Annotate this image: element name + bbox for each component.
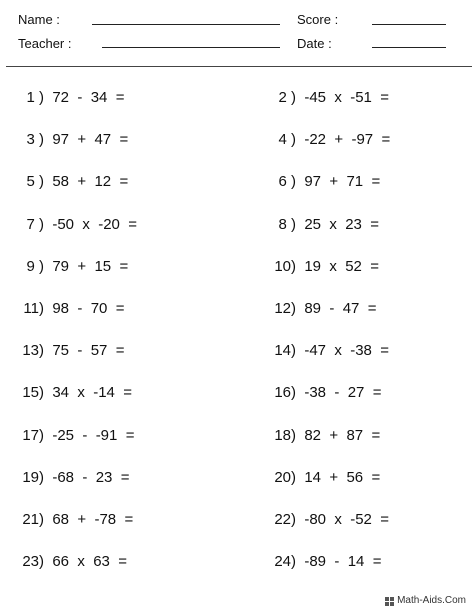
problem-item <box>18 384 132 402</box>
problem-number: 4 ) <box>278 131 296 148</box>
name-line[interactable] <box>92 24 280 25</box>
problem-item <box>18 469 129 487</box>
problem-expression: 79 + 15 = <box>52 258 129 275</box>
math-aids-logo <box>385 595 466 607</box>
problem-number: 18) <box>274 427 296 444</box>
problem-expression: -68 - 23 = <box>52 469 130 486</box>
problem-expression: 19 x 52 = <box>304 258 379 275</box>
problem-item <box>270 469 380 487</box>
problem-number: 6 ) <box>278 173 296 190</box>
problem-expression: 66 x 63 = <box>52 553 127 570</box>
problem-number: 10) <box>274 258 296 275</box>
problem-item <box>270 300 376 318</box>
problem-item <box>18 511 133 529</box>
teacher-label: Teacher : <box>18 36 72 51</box>
problem-number: 11) <box>23 300 44 317</box>
problem-number: 5 ) <box>26 173 44 190</box>
problem-number: 3 ) <box>26 131 44 148</box>
problem-number: 13) <box>22 342 44 359</box>
problem-number: 21) <box>22 511 44 528</box>
problem-item <box>18 553 127 571</box>
problem-item <box>18 342 124 360</box>
problem-number: 23) <box>22 553 44 570</box>
problem-expression: -25 - -91 = <box>52 427 135 444</box>
problem-expression: 97 + 47 = <box>52 131 129 148</box>
problem-expression: -50 x -20 = <box>52 216 137 233</box>
problem-item <box>270 553 381 571</box>
problem-expression: 98 - 70 = <box>52 300 125 317</box>
problem-item <box>270 427 380 445</box>
problem-item <box>18 300 124 318</box>
problem-number: 19) <box>22 469 44 486</box>
logo-text: Math-Aids.Com <box>397 595 466 606</box>
problem-number: 1 ) <box>26 89 44 106</box>
header-divider <box>6 66 472 67</box>
problem-expression: 89 - 47 = <box>304 300 377 317</box>
problem-item <box>270 89 389 107</box>
problem-item <box>270 131 390 149</box>
name-label: Name : <box>18 12 60 27</box>
problem-item <box>270 511 389 529</box>
problem-expression: 58 + 12 = <box>52 173 129 190</box>
problem-item <box>270 384 381 402</box>
problem-number: 20) <box>274 469 296 486</box>
problem-item <box>18 173 128 191</box>
problem-number: 12) <box>274 300 296 317</box>
problem-expression: 97 + 71 = <box>304 173 381 190</box>
problem-item <box>270 173 380 191</box>
problem-number: 7 ) <box>26 216 44 233</box>
problem-item <box>18 89 124 107</box>
problem-expression: 75 - 57 = <box>52 342 125 359</box>
problem-expression: 72 - 34 = <box>52 89 125 106</box>
score-label: Score : <box>297 12 339 27</box>
problem-number: 14) <box>274 342 296 359</box>
problem-number: 16) <box>274 384 296 401</box>
problem-number: 15) <box>22 384 44 401</box>
problem-number: 2 ) <box>278 89 296 106</box>
problem-expression: -47 x -38 = <box>304 342 389 359</box>
problem-number: 9 ) <box>26 258 44 275</box>
problem-number: 17) <box>22 427 44 444</box>
problem-item <box>270 258 379 276</box>
teacher-line[interactable] <box>102 47 280 48</box>
problem-expression: -89 - 14 = <box>304 553 382 570</box>
date-line[interactable] <box>372 47 446 48</box>
problem-expression: 82 + 87 = <box>304 427 381 444</box>
problem-item <box>270 342 389 360</box>
problem-number: 24) <box>274 553 296 570</box>
problem-expression: -80 x -52 = <box>304 511 389 528</box>
date-label: Date : <box>297 36 332 51</box>
problem-expression: -45 x -51 = <box>304 89 389 106</box>
problem-expression: 14 + 56 = <box>304 469 381 486</box>
problem-number: 22) <box>274 511 296 528</box>
problem-expression: 68 + -78 = <box>52 511 134 528</box>
problem-expression: -22 + -97 = <box>304 131 391 148</box>
problem-expression: 34 x -14 = <box>52 384 132 401</box>
score-line[interactable] <box>372 24 446 25</box>
problem-number: 8 ) <box>278 216 296 233</box>
problem-item <box>18 258 128 276</box>
problem-item <box>18 216 137 234</box>
problem-item <box>18 131 128 149</box>
grid-logo-icon <box>385 597 394 606</box>
problem-item <box>270 216 379 234</box>
problem-expression: 25 x 23 = <box>304 216 379 233</box>
problem-item <box>18 427 134 445</box>
problem-expression: -38 - 27 = <box>304 384 382 401</box>
